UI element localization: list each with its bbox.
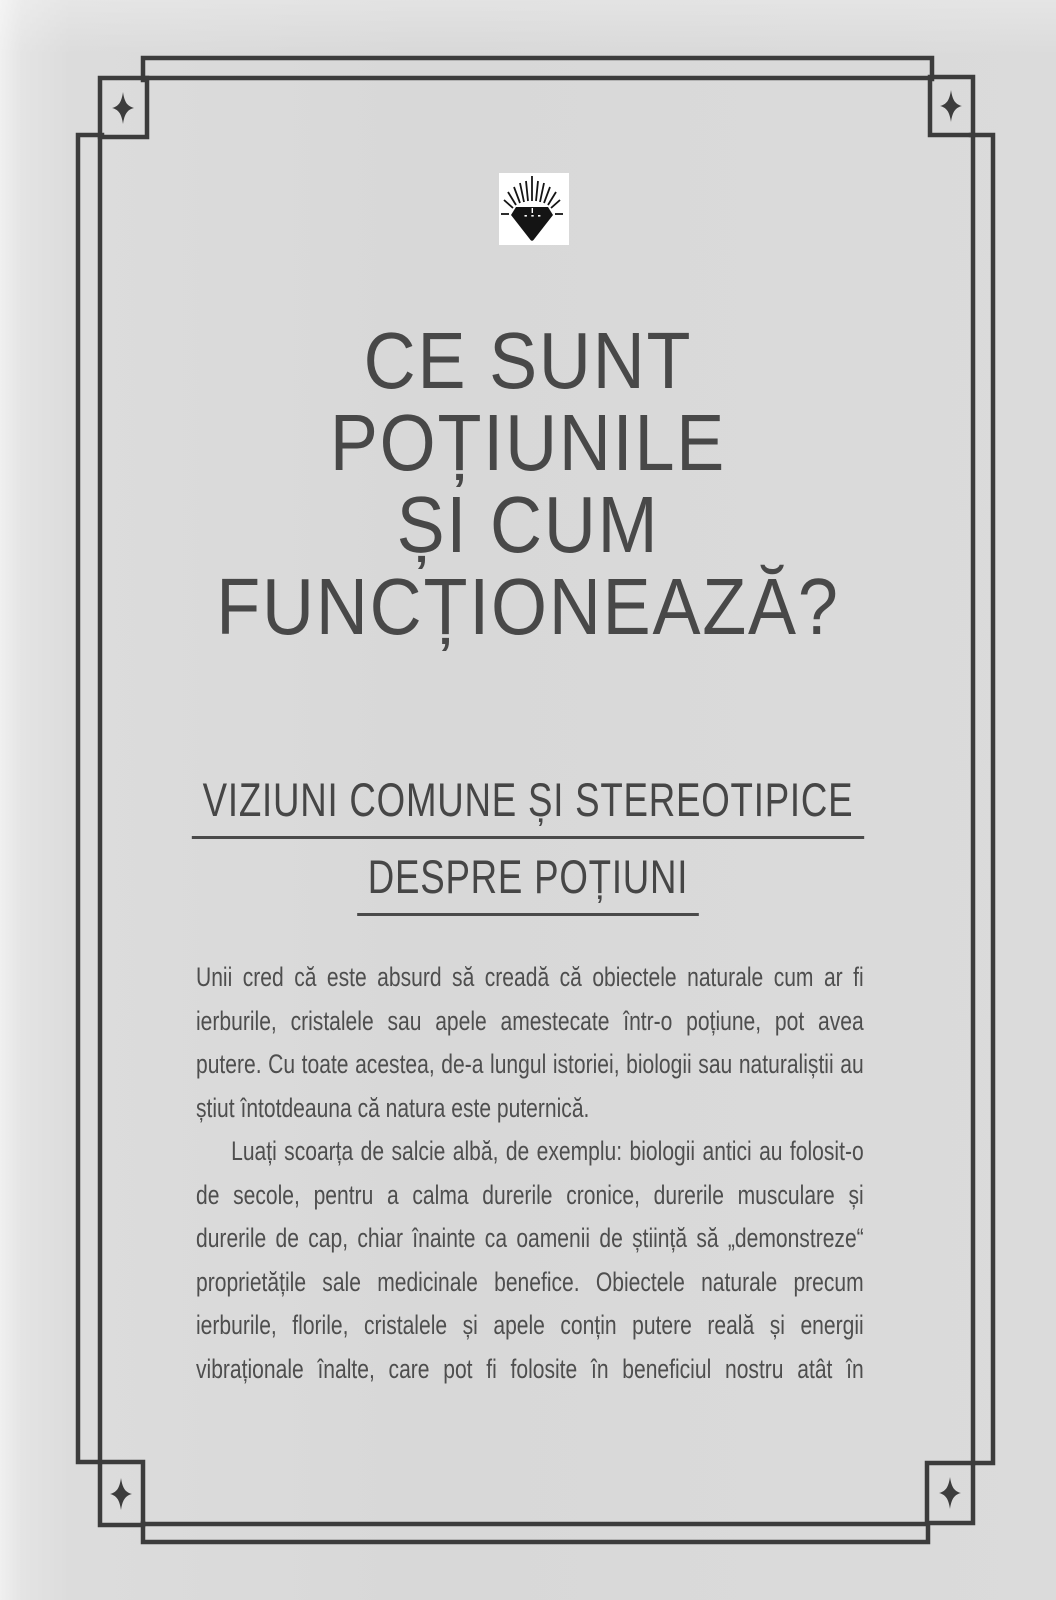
title-line: POȚIUNILE (329, 398, 727, 487)
body-text (196, 956, 864, 1391)
sparkle-icon (940, 90, 962, 122)
chapter-title (53, 316, 1003, 651)
paragraph: Unii cred că este absurd să creadă că obiectele naturale cum ar fi ierburile, cristalele sau apele amestecate într-o poțiune, pot avea putere. Cu toate acestea, de-a lungul istoriei, biologii sau naturaliștii au știut întotdeauna că natura este puternică. (196, 962, 864, 1123)
section-heading-line: VIZIUNI COMUNE ȘI STEREOTIPICE (192, 772, 865, 839)
diamond-sunburst-icon (499, 173, 569, 245)
paragraph: Luați scoarța de salcie albă, de exemplu: biologii antici au folosit-o de secole, pentru a calma durerile cronice, durerile musculare și durerile de cap, chiar înainte ca oamenii de știință să „demonstreze“ proprietățile sale medicinale benefice. Obiectele naturale precum ierburile, florile, cristalele și apele conțin putere reală și energii vibraționale înalte, care pot fi folosite în beneficiul nostru atât în (196, 1136, 864, 1384)
sparkle-icon (110, 1478, 132, 1510)
sparkle-icon (939, 1477, 961, 1509)
section-heading-line: DESPRE POȚIUNI (357, 849, 699, 916)
title-line: CE SUNT (363, 316, 693, 405)
title-line: FUNCȚIONEAZĂ? (216, 562, 840, 651)
sparkle-icon (112, 92, 134, 124)
section-heading (116, 772, 940, 916)
title-line: ȘI CUM (396, 480, 660, 569)
